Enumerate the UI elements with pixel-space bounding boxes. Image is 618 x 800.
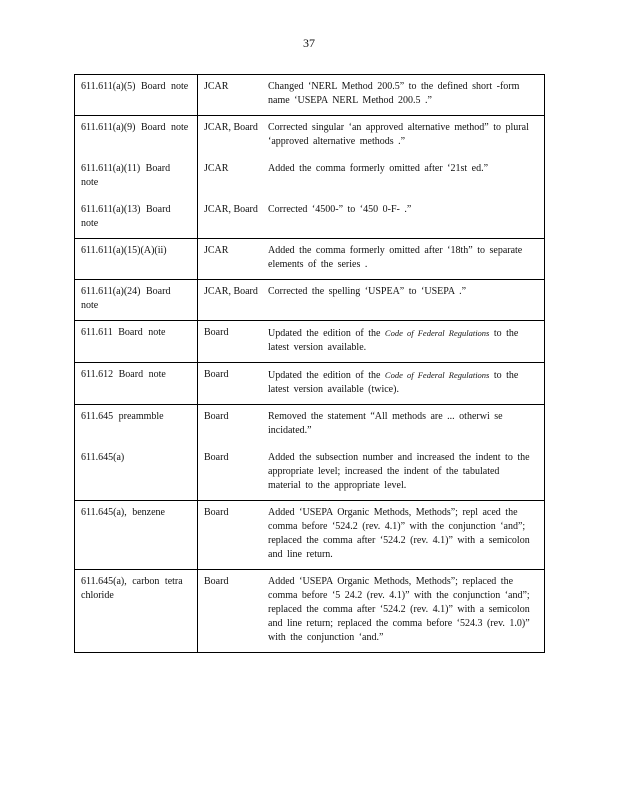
source: Board [204, 452, 229, 463]
source: JCAR [204, 245, 229, 256]
section-reference: 611.645(a), benzene [81, 507, 165, 518]
change-cell [198, 570, 544, 652]
section-reference: 611.645(a) [81, 452, 125, 463]
table-row [75, 500, 544, 569]
source: JCAR, Board [204, 204, 258, 215]
change-entry [204, 244, 534, 272]
change-entry [204, 410, 534, 438]
publication-title: Code of Federal Regulations [384, 370, 490, 380]
table-row [75, 279, 544, 320]
description: Corrected singular ‘an approved alternative method” to plural ‘approved alternative methods .” [268, 122, 529, 147]
section-reference: 611.645 preammble [81, 411, 164, 422]
description: Corrected ‘4500‑” to ‘450 0-F‑ .” [268, 204, 412, 215]
change-entry [204, 121, 534, 149]
description: Added ‘USEPA Organic Methods, Methods”; repl aced the comma before ‘524.2 (rev. 4.1)” with the conjunction ‘and”; replaced the comma after ‘524.2 (rev. 4.1)” with a semicolon and line return. [268, 507, 530, 560]
change-cell [198, 116, 544, 238]
change-entry [204, 80, 534, 108]
section-cell [75, 321, 198, 362]
table-row [75, 115, 544, 238]
section-reference: 611.611(a)(13) Board note [81, 204, 171, 229]
table-row [75, 320, 544, 362]
description-text: to the latest version available. [268, 328, 519, 353]
table-row [75, 569, 544, 652]
change-cell [198, 321, 544, 362]
description: Added the comma formerly omitted after ‘18th” to separate elements of the series . [268, 245, 523, 270]
section-reference: 611.611(a)(9) Board note [81, 122, 189, 133]
description: Added the subsection number and increased the indent to the appropriate level; increased the indent of the tabulated material to the appropriate level. [268, 452, 530, 491]
description: Added the comma formerly omitted after ‘21st ed.” [268, 163, 489, 174]
section-cell [75, 570, 198, 652]
description [268, 368, 534, 397]
page-number: 37 [303, 36, 315, 50]
publication-title: Code of Federal Regulations [384, 328, 490, 338]
section-cell [75, 363, 198, 404]
amendments-table [74, 74, 545, 653]
source: JCAR, Board [204, 286, 258, 297]
description: Changed ‘NERL Method 200.5” to the defined short -form name ‘USEPA NERL Method 200.5 .” [268, 81, 520, 106]
change-entry [204, 326, 534, 355]
section-cell [75, 239, 198, 279]
source: JCAR [204, 163, 229, 174]
source: Board [204, 369, 229, 380]
change-cell [198, 280, 544, 320]
change-entry [204, 506, 534, 562]
change-cell [198, 405, 544, 500]
table-row [75, 362, 544, 404]
source: Board [204, 507, 229, 518]
table-row [75, 238, 544, 279]
description: Added ‘USEPA Organic Methods, Methods”; replaced the comma before ‘5 24.2 (rev. 4.1)” with the conjunction ‘and”; replaced the comma after ‘524.2 (rev. 4.1)” with a semicolon and line return; replaced the comma before ‘524.3 (rev. 1.0)” with the conjunction ‘and.” [268, 576, 530, 643]
change-entry [204, 575, 534, 645]
source: Board [204, 411, 229, 422]
table-row [75, 75, 544, 115]
change-entry [204, 285, 534, 313]
change-entry [204, 451, 534, 493]
section-reference: 611.611(a)(15)(A)(ii) [81, 245, 167, 256]
description: Corrected the spelling ‘USPEA” to ‘USEPA .” [268, 286, 467, 297]
change-cell [198, 501, 544, 569]
description: Removed the statement “All methods are ... otherwi se incidated.” [268, 411, 503, 436]
description-text: Updated the edition of the [268, 328, 385, 339]
source: JCAR [204, 81, 229, 92]
change-entry [204, 162, 534, 190]
change-entry [204, 368, 534, 397]
section-reference: 611.645(a), carbon tetra chloride [81, 576, 183, 601]
change-cell [198, 363, 544, 404]
source: JCAR, Board [204, 122, 258, 133]
source: Board [204, 576, 229, 587]
section-cell [75, 501, 198, 569]
table-row [75, 404, 544, 500]
section-reference: 611.611(a)(5) Board note [81, 81, 189, 92]
description [268, 326, 534, 355]
change-cell [198, 239, 544, 279]
section-reference: 611.611 Board note [81, 327, 166, 338]
section-cell [75, 116, 198, 238]
section-reference: 611.611(a)(24) Board note [81, 286, 171, 311]
description-text: Updated the edition of the [268, 370, 385, 381]
change-cell [198, 75, 544, 115]
description-text: to the latest version available (twice). [268, 370, 519, 395]
section-reference: 611.611(a)(11) Board note [81, 163, 171, 188]
section-cell [75, 75, 198, 115]
section-cell [75, 405, 198, 500]
change-entry [204, 203, 534, 231]
section-cell [75, 280, 198, 320]
source: Board [204, 327, 229, 338]
section-reference: 611.612 Board note [81, 369, 166, 380]
